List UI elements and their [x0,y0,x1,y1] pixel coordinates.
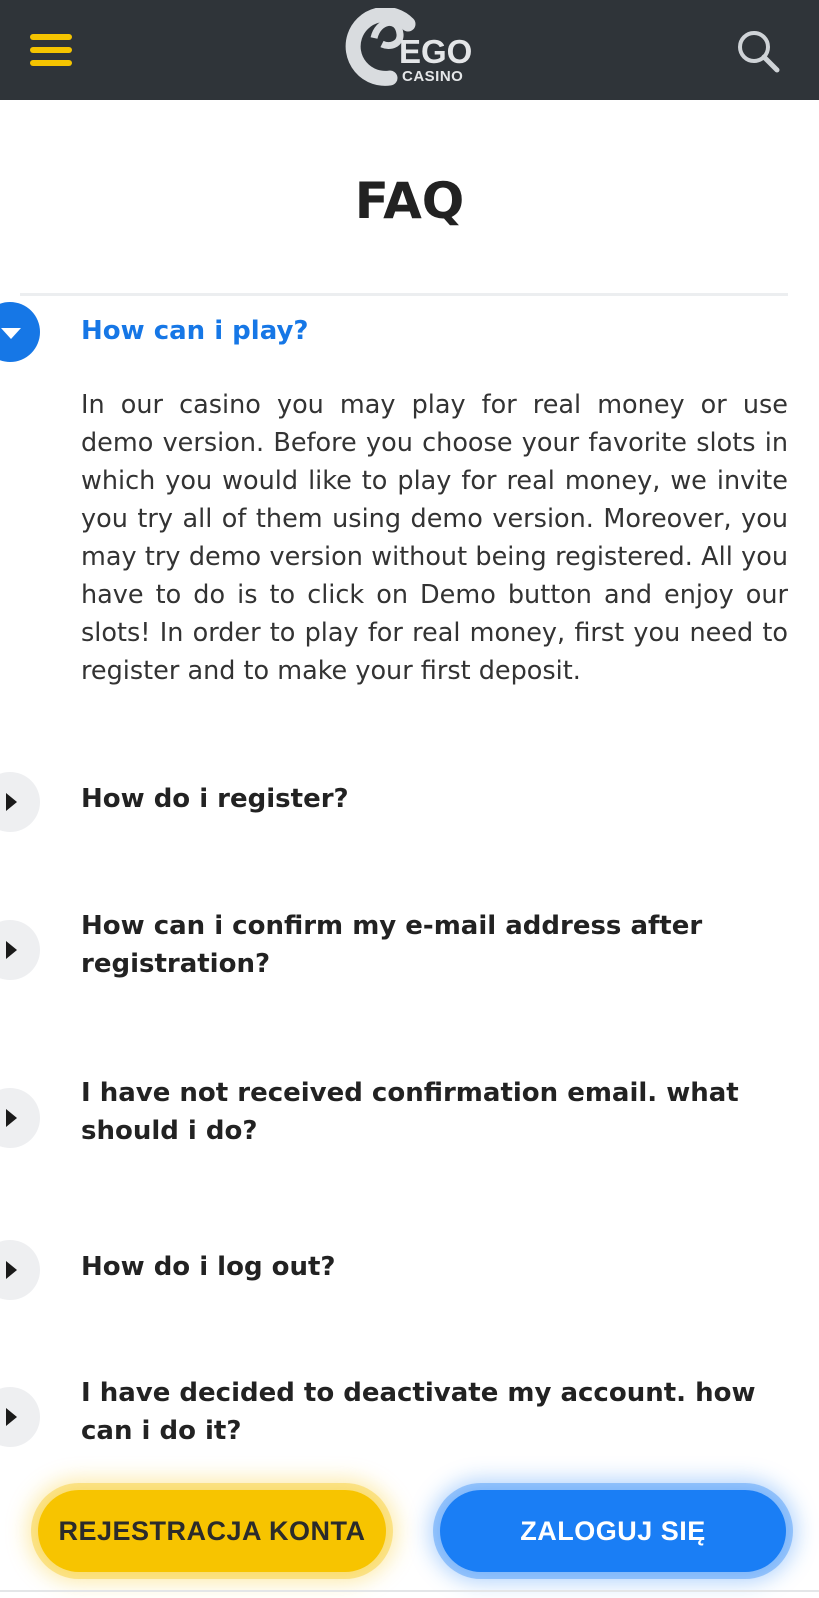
page-title: FAQ [354,172,465,230]
triangle-right-icon [6,1408,17,1426]
menu-bar [30,60,72,66]
collapse-toggle-icon[interactable] [0,302,40,362]
faq-item-no-confirmation-email[interactable] [0,1078,819,1148]
triangle-right-icon [6,793,17,811]
logo-word: EGO [399,33,473,70]
faq-item-confirm-email[interactable] [0,911,819,980]
expand-toggle-icon[interactable] [0,1240,40,1300]
expand-toggle-icon[interactable] [0,1088,40,1148]
menu-bar [30,34,72,40]
faq-answer: In our casino you may play for real money or use demo version. Before you choose your favorite slots in which you would like to play for real money, we invite you try all of them using demo version. Moreover, you may try demo version without being registered. All you have to do is to click on Demo button and enjoy our slots! In order to play for real money, first you need to register and to make your first deposit. [81,390,788,686]
faq-item-deactivate-account[interactable] [0,1378,819,1447]
bottom-divider [0,1590,819,1592]
login-button[interactable]: ZALOGUJ SIĘ [440,1490,786,1572]
logo-tail [374,22,400,45]
expand-toggle-icon[interactable] [0,920,40,980]
expand-toggle-icon[interactable] [0,772,40,832]
title-divider [20,293,788,296]
menu-bar [30,47,72,53]
expand-toggle-icon[interactable] [0,1387,40,1447]
faq-question[interactable]: How can i play? [81,316,309,346]
faq-question[interactable]: How do i register? [81,784,349,814]
logo-sub: CASINO [402,68,464,85]
faq-question[interactable]: I have decided to deactivate my account. how can i do it? [81,1378,756,1446]
faq-item-log-out[interactable] [0,1240,819,1300]
faq-question[interactable]: How can i confirm my e-mail address after registration? [81,911,703,979]
triangle-down-icon [1,328,21,339]
faq-question[interactable]: I have not received confirmation email. what should i do? [81,1078,739,1146]
bottom-action-bar [0,1460,819,1598]
top-header [0,0,819,100]
hamburger-menu-icon[interactable] [30,34,72,66]
triangle-right-icon [6,1109,17,1127]
ego-casino-logo[interactable] [338,8,488,92]
search-icon[interactable] [735,28,781,74]
register-button[interactable]: REJESTRACJA KONTA [38,1490,386,1572]
triangle-right-icon [6,941,17,959]
faq-item-how-do-i-register[interactable] [0,772,819,832]
triangle-right-icon [6,1261,17,1279]
faq-item-how-can-i-play[interactable] [0,302,819,362]
faq-question[interactable]: How do i log out? [81,1252,336,1282]
